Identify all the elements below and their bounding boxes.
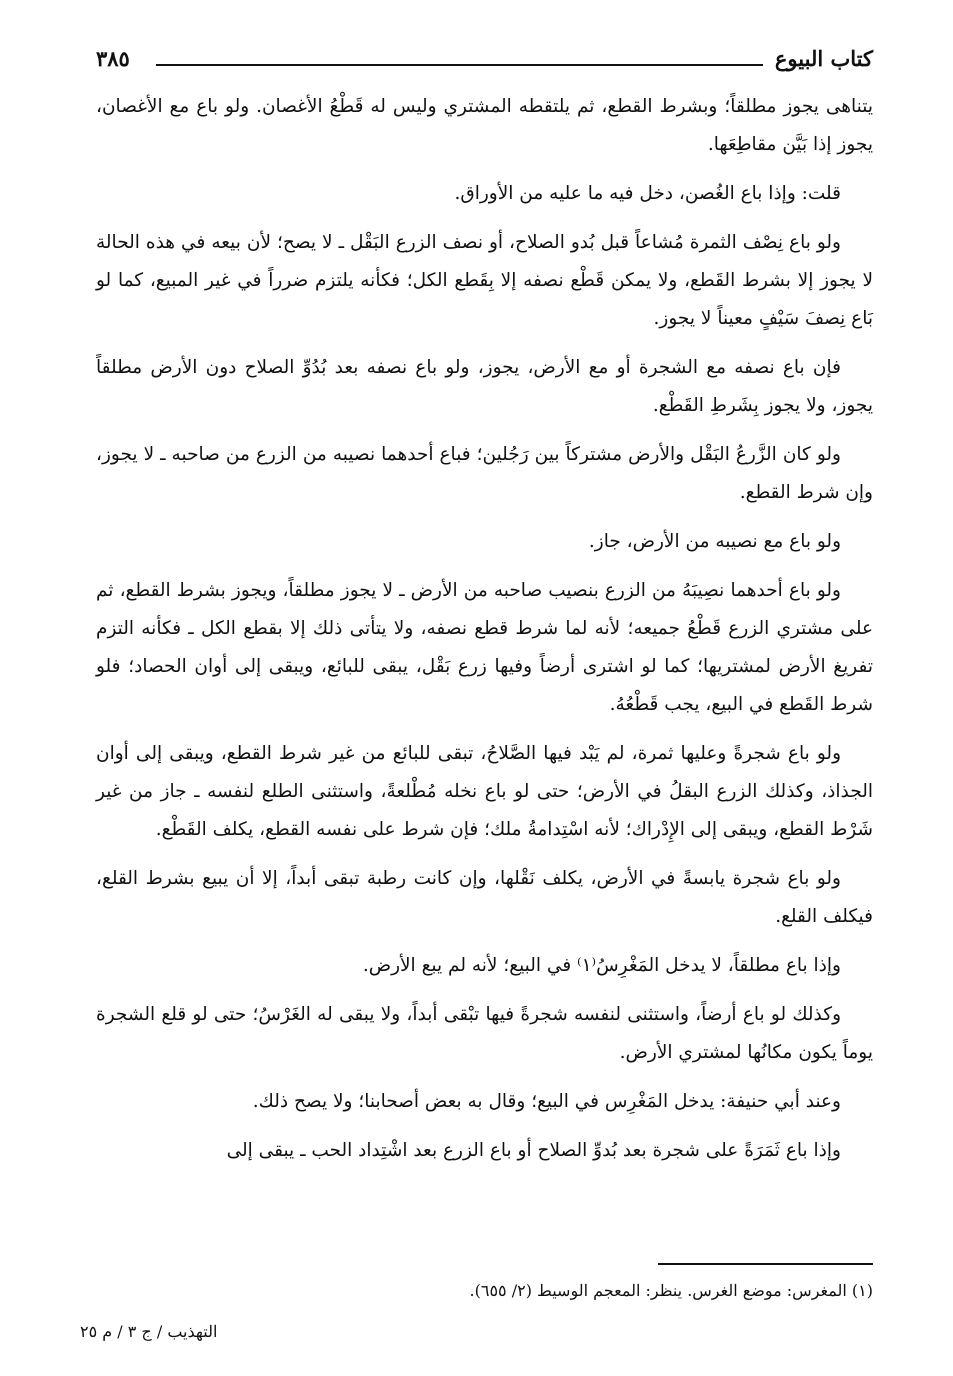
footnote: (١) المغرس: موضع الغرس. ينظر: المعجم الوسيط (٢/ ٦٥٥). [469,1281,873,1300]
paragraph: قلت: وإذا باع الغُصن، دخل فيه ما عليه من الأوراق. [454,183,841,204]
page-header [96,40,873,80]
paragraph: ولو باع نِصْف الثمرة مُشاعاً قبل بُدو الصلاح، أو نصف الزرع البَقْل ـ لا يصح؛ لأن بيعه في هذه الحالة لا يجوز إلا بشرط القَطع، ولا يمكن قَطْع نصفه إلا بِقَطع الكل؛ فكأنه يلتزم ضرراً في غير المبيع، كما لو بَاع نِصفَ سَيْفٍ معيناً لا يجوز. [96,232,873,329]
footnote-rule [658,1263,873,1265]
chapter-title: كتاب البيوع [774,46,873,71]
paragraph: ولو باع شجرةً وعليها ثمرة، لم يَبْد فيها الصَّلاحُ، تبقى للبائع من غير شرط القطع، ويبقى إلى أوان الجذاذ، وكذلك الزرع البقلُ في الأرض؛ حتى لو باع نخله مُطْلعةً، واستثنى الطلع لنفسه ـ جاز من غير شَرْط القطع، ويبقى إلى الإِدْراك؛ لأنه اسْتِدامةُ ملك؛ فإن شرط على نفسه القطع، يكلف القَطْع. [96,743,873,840]
signature-mark: التهذيب / ج ٣ / م ٢٥ [80,1322,218,1341]
paragraph: ولو باع مع نصيبه من الأرض، جاز. [588,531,841,552]
paragraph: وإذا باع مطلقاً، لا يدخل المَغْرِسُ⁽١⁾ في البيع؛ لأنه لم يبع الأرض. [362,955,841,976]
paragraph: فإن باع نصفه مع الشجرة أو مع الأرض، يجوز، ولو باع نصفه بعد بُدُوِّ الصلاح دون الأرض مطلقاً يجوز، ولا يجوز بِشَرطِ القَطْع. [96,357,873,416]
page-number: ٣٨٥ [96,46,130,71]
page-body [96,88,873,1181]
paragraph: يتناهى يجوز مطلقاً؛ وبشرط القطع، ثم يلتقطه المشتري وليس له قَطْعُ الأغصان. ولو باع مع الأغصان، يجوز إذا بَيَّن مقاطِعَها. [96,96,873,155]
paragraph: وكذلك لو باع أرضاً، واستثنى لنفسه شجرةً فيها تبْقى أبداً، ولا يبقى له الغَرْسُ؛ حتى لو قلع الشجرة يوماً يكون مكانُها لمشتري الأرض. [96,1004,873,1063]
header-rule [156,64,763,66]
paragraph: وعند أبي حنيفة: يدخل المَغْرِس في البيع؛ وقال به بعض أصحابنا؛ ولا يصح ذلك. [252,1091,841,1112]
paragraph: وإذا باع ثَمَرَةً على شجرة بعد بُدوِّ الصلاح أو باع الزرع بعد اشْتِداد الحب ـ يبقى إلى [226,1140,841,1161]
paragraph: ولو باع شجرة يابسةً في الأرض، يكلف نَقْلها، وإن كانت رطبة تبقى أبداً، إلا أن يبيع بشرط القلع، فيكلف القلع. [96,868,873,927]
paragraph: ولو كان الزَّرعُ البَقْل والأرض مشتركاً بين رَجُلين؛ فباع أحدهما نصيبه من الزرع من صاحبه ـ لا يجوز، وإن شرط القطع. [96,444,873,503]
paragraph: ولو باع أحدهما نصِيبَهُ من الزرع بنصيب صاحبه من الأرض ـ لا يجوز مطلقاً، ويجوز بشرط القطع، ثم على مشتري الزرع قَطْعُ جميعه؛ لأنه لما شرط قطع نصفه، ولا يتأتى ذلك إلا بقطع الكل ـ فكأنه التزم تفريغ الأرض لمشتريها؛ كما لو اشترى أرضاً وفيها زرع بَقْل، يبقى للبائع، ويبقى إلى أوان الحصاد؛ فلو شرط القَطع في البيع، يجب قَطْعُهُ. [96,580,873,715]
